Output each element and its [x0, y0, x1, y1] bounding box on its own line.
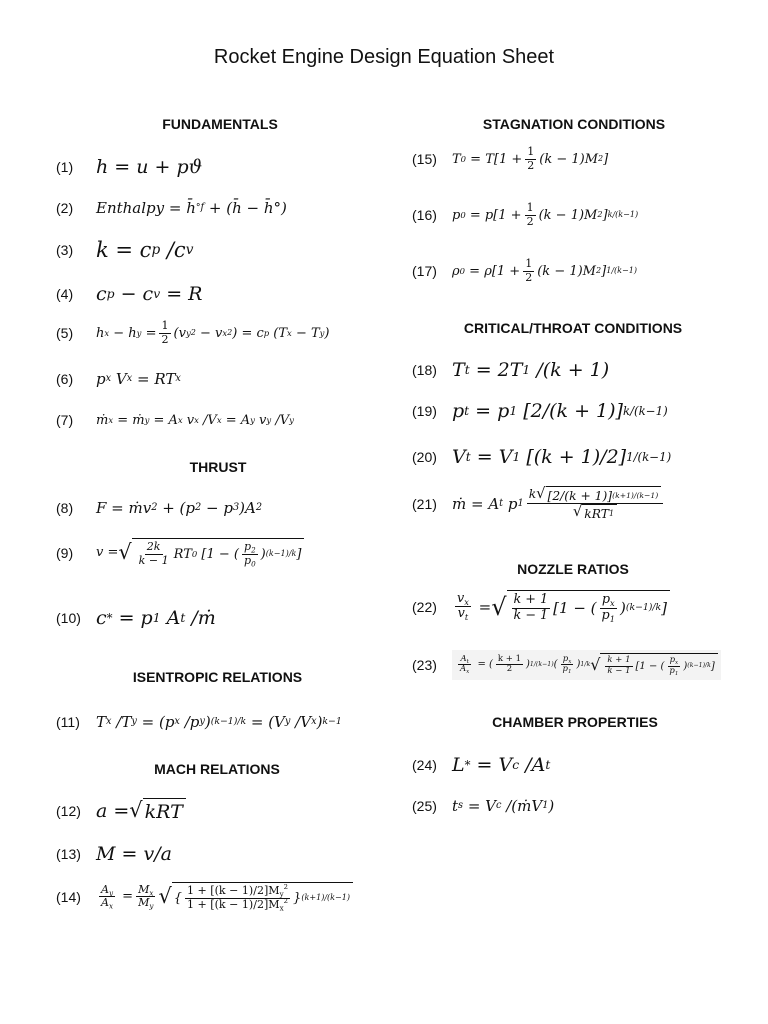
equation-18 [412, 359, 609, 381]
equation-number: (19) [412, 403, 437, 419]
equation-number: (25) [412, 798, 437, 814]
equation-24 [412, 754, 550, 776]
formula-throat-specific-volume: V t = V 1 [(k + 1)/2] 1/(k−1) [452, 446, 672, 468]
equation-number: (6) [56, 371, 74, 387]
equation-number: (2) [56, 200, 74, 216]
formula-mach-number: M = v/a [96, 843, 172, 865]
equation-11 [56, 713, 342, 731]
equation-2 [56, 199, 287, 217]
equation-25 [412, 797, 554, 815]
formula-throat-pressure: p t = p 1 [2/(k + 1)] k/(k−1) [452, 400, 668, 422]
equation-16 [412, 202, 638, 228]
formula-mass-flow-continuity: ṁ x = ṁ y = A x v x /V x = A y v y /V y [96, 412, 294, 428]
formula-gas-constant: c p − c v = R [96, 283, 203, 305]
equation-number: (12) [56, 802, 81, 819]
equation-1 [56, 156, 202, 178]
equation-number: (17) [412, 263, 437, 280]
equation-number: (15) [412, 151, 437, 168]
enthalpy-word: Enthalpy [96, 199, 165, 217]
equation-number: (22) [412, 598, 437, 615]
formula-specific-heat-ratio: k = c p /c v [96, 238, 194, 262]
equation-19 [412, 400, 668, 422]
formula-enthalpy-formation: Enthalpy = h̄ ° f + (h̄ − h̄°) [96, 199, 287, 217]
formula-choked-mass-flow: ṁ = A t p 1 k √ [2/(k + 1)] (k+1)/(k−1) √ kRT 1 [452, 486, 666, 521]
equation-13 [56, 843, 172, 865]
formula-velocity-ratio: $\frac{v_x}{v_t}$ = √ $\frac{k + 1}{k - 1}$ [1 − ( $\frac{p_x}{p_1}$ ) (k−1)/k ] [452, 590, 670, 623]
equation-4 [56, 283, 203, 305]
formula-stagnation-pressure: p 0 = p[1 + $\frac{1}{2}$ (k − 1)M 2 ] k/(k−1) [452, 201, 639, 228]
formula-stay-time: t s = V c /(ṁV 1 ) [452, 797, 555, 815]
equation-number: (23) [412, 656, 437, 673]
formula-energy-balance: h x − h y = $\frac{1}{2}$ (v y 2 − v x 2 ) = c p (T x − T y ) [96, 319, 330, 346]
formula-stagnation-temperature: T 0 = T[1 + $\frac{1}{2}$ (k − 1)M 2 ] [452, 145, 609, 172]
formula-throat-temperature: T t = 2T 1 /(k + 1) [452, 359, 610, 381]
section-fundamentals: FUNDAMENTALS [162, 116, 278, 132]
equation-number: (7) [56, 412, 74, 428]
equation-20 [412, 446, 671, 468]
formula-characteristic-velocity: c * = p 1 A t /ṁ [96, 607, 216, 629]
equation-number: (21) [412, 495, 437, 512]
equation-7 [56, 412, 294, 428]
equation-3 [56, 238, 193, 262]
formula-exhaust-velocity: v = √ $\frac{2k}{k - 1}$ RT 0 [1 − ( $\frac{p_2}{p_0}$ ) (k−1)/k ] [96, 538, 304, 567]
section-chamber: CHAMBER PROPERTIES [492, 714, 658, 730]
equation-number: (13) [56, 846, 81, 862]
equation-number: (3) [56, 242, 74, 258]
equation-17 [412, 258, 637, 284]
equation-number: (11) [56, 714, 80, 730]
section-stagnation: STAGNATION CONDITIONS [482, 116, 666, 132]
section-critical: CRITICAL/THROAT CONDITIONS [463, 320, 683, 336]
section-mach: MACH RELATIONS [154, 761, 280, 777]
formula-area-mach-relation: $\frac{A_y}{A_x}$ = $\frac{M_x}{M_y}$ √ { $\frac{1 + [(k - 1)/2]M_y^2}{1 + [(k - 1)/2]M_x^2}$ } (k+1)/(k−1) [96, 882, 353, 911]
equation-22 [412, 590, 670, 623]
formula-stagnation-density: ρ 0 = ρ[1 + $\frac{1}{2}$ (k − 1)M 2 ] 1/(k−1) [452, 257, 638, 284]
equation-number: (14) [56, 888, 81, 905]
formula-speed-of-sound: a = √ kRT [96, 798, 186, 823]
section-isentropic: ISENTROPIC RELATIONS [132, 669, 303, 685]
equation-14 [56, 882, 353, 911]
page-title: Rocket Engine Design Equation Sheet [213, 46, 555, 68]
formula-area-ratio: $\frac{A_t}{A_x}$ = ( $\frac{k + 1}{2}$ ) 1/(k−1) ( $\frac{p_x}{p_1}$ ) 1/k √ $\frac{k + 1}{k - 1}$ [1 − ( $\frac{p_x}{p_1}$ ) (k−1)/k ] [452, 650, 721, 680]
equation-12 [56, 798, 186, 823]
equation-23 [412, 650, 721, 680]
section-thrust: THRUST [189, 459, 247, 475]
equation-9 [56, 538, 304, 567]
equation-21 [412, 486, 666, 521]
formula-isentropic: T x /T y = (p x /p y ) (k−1)/k = (V y /V x ) k−1 [96, 713, 342, 731]
section-nozzle: NOZZLE RATIOS [517, 561, 629, 577]
equation-10 [56, 607, 216, 629]
equation-8 [56, 499, 262, 517]
equation-number: (20) [412, 449, 437, 465]
equation-5 [56, 320, 330, 346]
equation-number: (8) [56, 500, 74, 516]
formula-ideal-gas: p x V x = RT x [96, 370, 181, 388]
equation-number: (4) [56, 286, 74, 302]
equation-number: (10) [56, 610, 81, 626]
equation-number: (16) [412, 207, 437, 224]
formula-characteristic-length: L * = V c /A t [452, 754, 551, 776]
formula-enthalpy-def: h = u + pϑ [96, 156, 203, 178]
equation-15 [412, 146, 608, 172]
equation-number: (18) [412, 362, 437, 378]
equation-number: (5) [56, 325, 74, 342]
equation-number: (1) [56, 159, 74, 175]
equation-number: (24) [412, 757, 437, 773]
formula-thrust: F = ṁv 2 + (p 2 − p 3 )A 2 [96, 499, 263, 517]
equation-number: (9) [56, 544, 74, 561]
equation-6 [56, 370, 181, 388]
